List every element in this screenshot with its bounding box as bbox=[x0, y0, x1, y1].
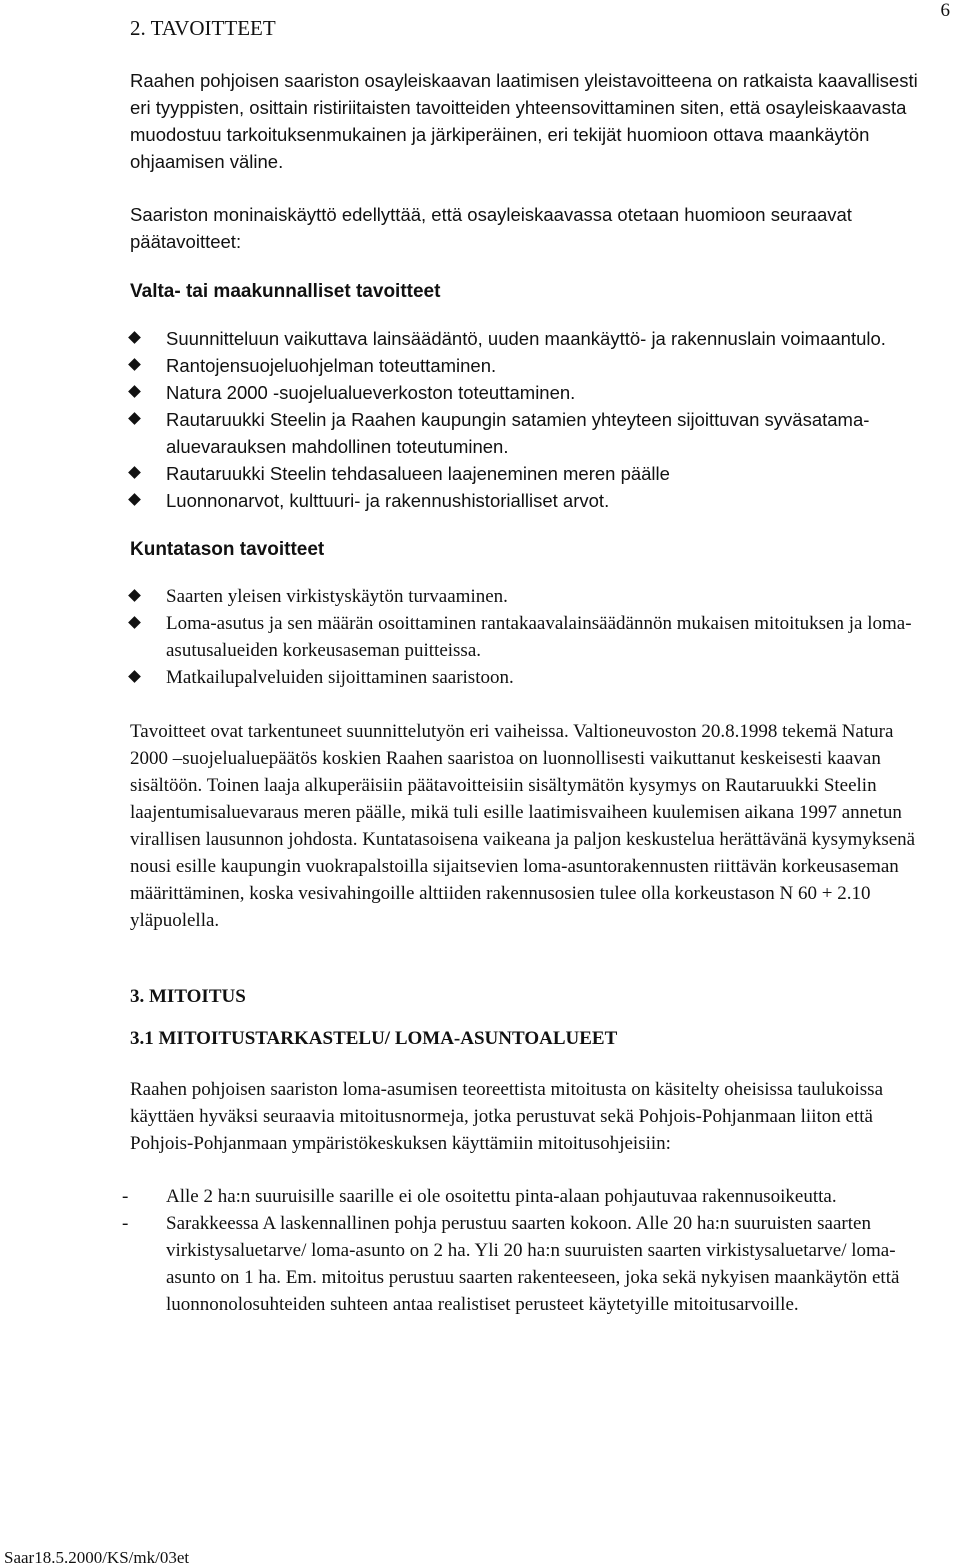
list-item: Suunnitteluun vaikuttava lainsäädäntö, uuden maankäyttö- ja rakennuslain voimaantulo. bbox=[130, 325, 930, 352]
second-paragraph: Saariston moninaiskäyttö edellyttää, että osayleiskaavassa otetaan huomioon seuraavat päätavoitteet: bbox=[130, 204, 852, 252]
dash-bullet-icon: - bbox=[122, 1213, 129, 1234]
diamond-bullet-icon bbox=[128, 466, 141, 479]
regional-goals-list bbox=[130, 325, 930, 514]
diamond-bullet-icon bbox=[128, 385, 141, 398]
diamond-bullet-icon bbox=[128, 616, 141, 629]
section-2-heading: 2. TAVOITTEET bbox=[130, 16, 276, 40]
list-item: - Sarakkeessa A laskennallinen pohja perustuu saarten kokoon. Alle 20 ha:n suuruisten saarten virkistysaluetarve/ loma-asunto on 2 ha. Yli 20 ha:n suuruisten saarten virkistysaluetarve/ loma-asunto on 1 ha. Em. mitoitus perustuu saarten rakenteeseen, joka sekä nykyisen maankäytön että luonnonolosuhteiden suhteen antaa realistiset perusteet käytetyille mitoitusarvoille. bbox=[130, 1210, 930, 1318]
page-number: 6 bbox=[940, 0, 950, 21]
list-item: Rautaruukki Steelin ja Raahen kaupungin satamien yhteyteen sijoittuvan syväsatama-aluevarauksen mahdollinen toteutuminen. bbox=[130, 406, 930, 460]
municipal-goals-heading: Kuntatason tavoitteet bbox=[130, 539, 325, 560]
dash-bullet-icon: - bbox=[122, 1186, 129, 1207]
diamond-bullet-icon bbox=[128, 589, 141, 602]
document-body bbox=[122, 16, 930, 1318]
footer-reference: Saar18.5.2000/KS/mk/03et bbox=[4, 1548, 190, 1567]
mitoitus-paragraph: Raahen pohjoisen saariston loma-asumisen teoreettista mitoitusta on käsitelty oheisissa taulukoissa käyttäen hyväksi seuraavia mitoitusnormeja, jotka perustuvat sekä Pohjois-Pohjanmaan liiton että Pohjois-Pohjanmaan ympäristökeskuksen käyttämiin mitoitusohjeisiin: bbox=[130, 1079, 883, 1154]
list-item: Rantojensuojeluohjelman toteuttaminen. bbox=[130, 352, 930, 379]
municipal-goals-list bbox=[130, 583, 930, 691]
mitoitus-norms-list bbox=[122, 1183, 930, 1318]
list-item: Luonnonarvot, kulttuuri- ja rakennushistorialliset arvot. bbox=[130, 487, 930, 514]
section-3-heading: 3. MITOITUS bbox=[130, 986, 246, 1007]
list-item: Rautaruukki Steelin tehdasalueen laajeneminen meren päälle bbox=[130, 460, 930, 487]
list-item: Loma-asutus ja sen määrän osoittaminen rantakaavalainsäädännön mukaisen mitoituksen ja loma-asutusalueiden korkeusaseman puitteissa. bbox=[130, 610, 930, 664]
list-item: Matkailupalveluiden sijoittaminen saaristoon. bbox=[130, 664, 930, 691]
regional-goals-heading: Valta- tai maakunnalliset tavoitteet bbox=[130, 281, 441, 302]
section-3-1-heading: 3.1 MITOITUSTARKASTELU/ LOMA-ASUNTOALUEET bbox=[130, 1028, 618, 1049]
diamond-bullet-icon bbox=[128, 493, 141, 506]
diamond-bullet-icon bbox=[128, 412, 141, 425]
list-item: Saarten yleisen virkistyskäytön turvaaminen. bbox=[130, 583, 930, 610]
diamond-bullet-icon bbox=[128, 331, 141, 344]
intro-paragraph: Raahen pohjoisen saariston osayleiskaavan laatimisen yleistavoitteena on ratkaista kaavallisesti eri tyyppisten, osittain ristiriitaisten tavoitteiden yhteensovittaminen siten, että osayleiskaavasta muodostuu tarkoituksenmukainen ja järkiperäinen, eri tekijät huomioon ottava maankäytön ohjaamisen väline. bbox=[130, 70, 918, 172]
closing-paragraph: Tavoitteet ovat tarkentuneet suunnittelutyön eri vaiheissa. Valtioneuvoston 20.8.1998 tekemä Natura 2000 –suojelualuepäätös koskien Raahen saaristoa on luonnollisesti vaikuttanut keskeisesti kaavan sisältöön. Toinen laaja alkuperäisiin päätavoitteisiin sisältymätön kysymys on Rautaruukki Steelin laajentumisaluevaraus meren päälle, mikä tuli esille laatimisvaiheen kuulemisen aikana 1997 annetun virallisen lausunnon johdosta. Kuntatasoisena vaikeana ja paljon keskustelua herättävänä kysymyksenä nousi esille kaupungin vuokrapalstoilla sijaitsevien loma-asuntorakennusten riittävän korkeusaseman määrittäminen, koska vesivahingoille alttiiden rakennusosien tulee olla korkeustason N 60 + 2.10 yläpuolella. bbox=[130, 721, 916, 931]
list-item: Natura 2000 -suojelualueverkoston toteuttaminen. bbox=[130, 379, 930, 406]
diamond-bullet-icon bbox=[128, 358, 141, 371]
list-item: - Alle 2 ha:n suuruisille saarille ei ole osoitettu pinta-alaan pohjautuvaa rakennusoikeutta. bbox=[130, 1183, 930, 1210]
diamond-bullet-icon bbox=[128, 670, 141, 683]
